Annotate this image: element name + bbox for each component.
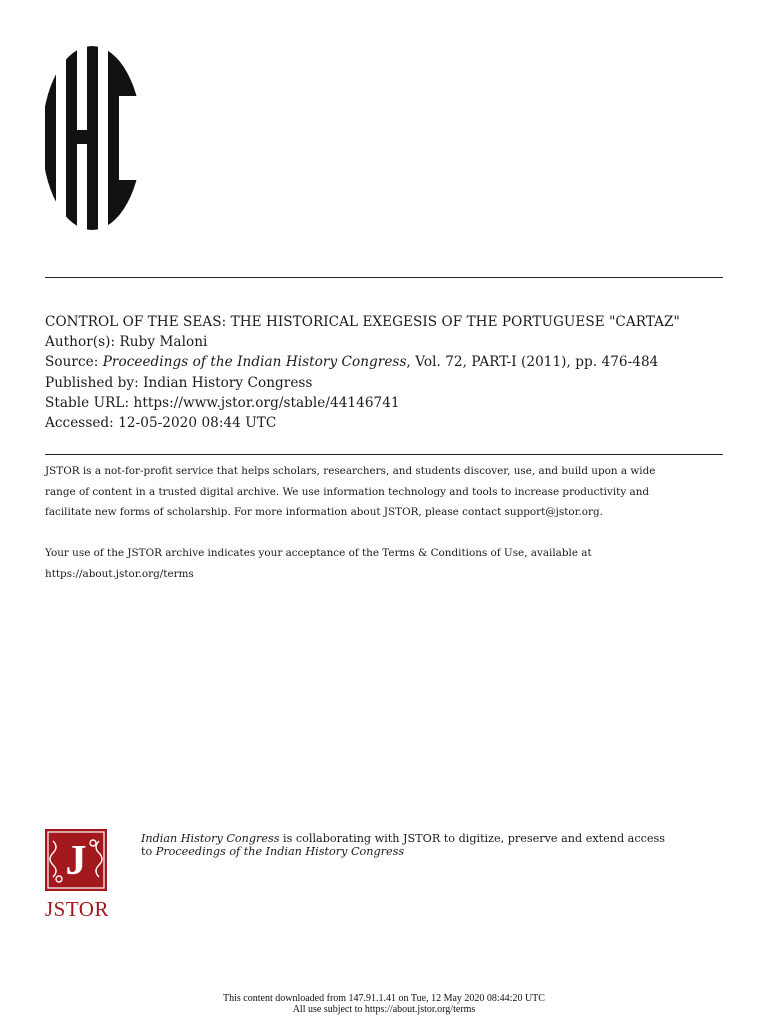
publisher-line (45, 373, 735, 393)
collab-line-2 (141, 845, 741, 858)
about-line: range of content in a trusted digital archive. We use information technology and tools to increase productivity and (45, 485, 650, 498)
ihc-logo-mark (42, 44, 142, 232)
accessed-label: Accessed: (45, 414, 119, 431)
collab-prefix: to (141, 845, 156, 858)
source-label: Source: (45, 354, 103, 371)
publisher-name: Indian History Congress (143, 374, 313, 391)
about-line: facilitate new forms of scholarship. For more information about JSTOR, please contact support@jstor.org. (45, 506, 603, 519)
terms-link[interactable]: https://about.jstor.org/terms (45, 567, 194, 580)
collaboration-note (141, 832, 741, 858)
publisher-label: Published by: (45, 374, 144, 391)
terms-line: Your use of the JSTOR archive indicates your acceptance of the Terms & Conditions of Use, available at (45, 547, 592, 559)
author-label: Author(s): (45, 334, 120, 351)
source-details: , Vol. 72, PART-I (2011), pp. 476-484 (406, 354, 659, 371)
footer-download-line: This content downloaded from 147.91.1.41 on Tue, 12 May 2020 08:44:20 UTC (223, 993, 545, 1004)
jstor-about-paragraph (45, 461, 735, 523)
footer-terms-line: All use subject to https://about.jstor.org/terms (292, 1004, 476, 1015)
about-line: JSTOR is a not-for-profit service that helps scholars, researchers, and students discover, use, and build upon a wide (45, 465, 656, 477)
jstor-wordmark: JSTOR (45, 897, 109, 921)
stable-url-line (45, 393, 735, 413)
middle-divider (45, 454, 723, 455)
partner-name: Indian History Congress (141, 832, 280, 845)
article-title: CONTROL OF THE SEAS: THE HISTORICAL EXEGESIS OF THE PORTUGUESE "CARTAZ" (45, 314, 680, 330)
download-footer (0, 993, 768, 1015)
accessed-date: 12-05-2020 08:44 UTC (118, 414, 277, 431)
source-journal: Proceedings of the Indian History Congress (102, 354, 407, 371)
source-line (45, 352, 735, 372)
publisher-logo (42, 44, 142, 232)
accessed-line (45, 413, 735, 433)
terms-paragraph (45, 543, 735, 584)
stable-url-label: Stable URL: (45, 394, 134, 411)
article-metadata (45, 312, 735, 433)
collab-text: is collaborating with JSTOR to digitize, preserve and extend access (279, 832, 665, 845)
top-divider (45, 277, 723, 278)
jstor-logo-icon (45, 829, 107, 891)
collab-line-1 (141, 832, 741, 845)
author-line (45, 332, 735, 352)
stable-url-link[interactable]: https://www.jstor.org/stable/44146741 (133, 394, 400, 411)
svg-text:J: J (65, 838, 87, 884)
author-name: Ruby Maloni (119, 334, 208, 351)
collab-journal: Proceedings of the Indian History Congress (155, 845, 405, 858)
